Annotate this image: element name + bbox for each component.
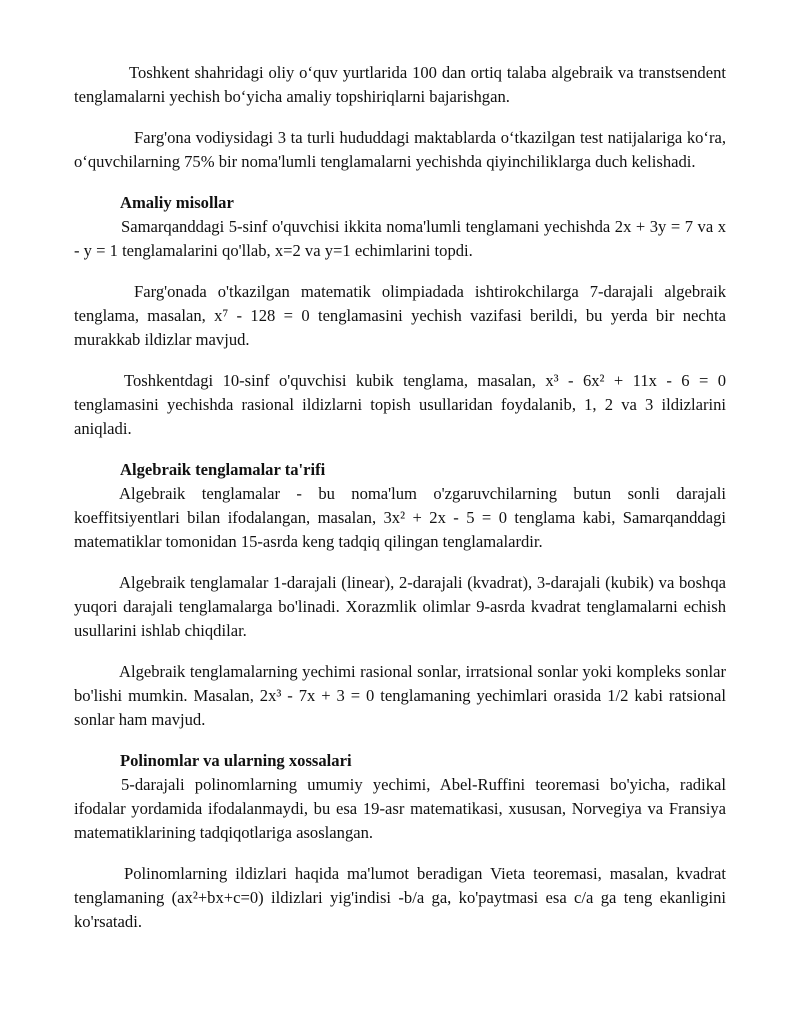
- section-heading: Algebraik tenglamalar ta'rifi: [120, 460, 326, 479]
- section-heading: Amaliy misollar: [120, 193, 234, 212]
- section-paragraph: Toshkentdagi 10-sinf o'quvchisi kubik tenglama, masalan, x³ - 6x² + 11x - 6 = 0 tenglamasini yechishda rasional ildizlarni topish usullaridan foydalanib, 1, 2 va 3 ildizlarini aniqladi.: [74, 371, 726, 438]
- section-polinomlar: [74, 749, 726, 934]
- section-paragraph: Algebraik tenglamalarning yechimi rasional sonlar, irratsional sonlar yoki kompleks sonlar bo'lishi mumkin. Masalan, 2x³ - 7x + 3 = 0 tenglamaning yechimlari orasida 1/2 kabi ratsional sonlar ham mavjud.: [74, 662, 726, 729]
- section-amaliy-misollar: [74, 191, 726, 441]
- section-paragraph: Algebraik tenglamalar - bu noma'lum o'zgaruvchilarning butun sonli darajali koeffitsiyentlari bilan ifodalangan, masalan, 3x² + 2x - 5 = 0 tenglama kabi, Samarqanddagi matematiklar tomonidan 15-asrda keng tadqiq qilingan tenglamalardir.: [74, 484, 726, 551]
- intro-paragraph-2: Farg'ona vodiysidagi 3 ta turli hududdagi maktablarda o‘tkazilgan test natijalariga ko‘ra, o‘quvchilarning 75% bir noma'lumli tenglamalarni yechishda qiyinchiliklarga duch kelishadi.: [74, 128, 726, 171]
- section-paragraph: Farg'onada o'tkazilgan matematik olimpiadada ishtirokchilarga 7-darajali algebraik tenglama, masalan, x⁷ - 128 = 0 tenglamasini yechish vazifasi berildi, bu yerda bir nechta murakkab ildizlar mavjud.: [74, 282, 726, 349]
- section-paragraph: Polinomlarning ildizlari haqida ma'lumot beradigan Vieta teoremasi, masalan, kvadrat tenglamaning (ax²+bx+c=0) ildizlari yig'indisi -b/a ga, ko'paytmasi esa c/a ga teng ekanligini ko'rsatadi.: [74, 864, 726, 931]
- section-paragraph: 5-darajali polinomlarning umumiy yechimi, Abel-Ruffini teoremasi bo'yicha, radikal ifodalar yordamida ifodalanmaydi, bu esa 19-asr matematikasi, xususan, Norvegiya va Fransiya matematiklarining tadqiqotlariga asoslangan.: [74, 775, 726, 842]
- section-paragraph: Samarqanddagi 5-sinf o'quvchisi ikkita noma'lumli tenglamani yechishda 2x + 3y = 7 va x - y = 1 tenglamalarini qo'llab, x=2 va y=1 echimlarini topdi.: [74, 217, 726, 260]
- section-algebraik-tenglamalar-tarifi: [74, 458, 726, 732]
- section-heading: Polinomlar va ularning xossalari: [120, 751, 352, 770]
- intro-paragraph-1: Toshkent shahridagi oliy o‘quv yurtlarida 100 dan ortiq talaba algebraik va transtsendent tenglamalarni yechish bo‘yicha amaliy topshiriqlarni bajarishgan.: [74, 63, 726, 106]
- section-paragraph: Algebraik tenglamalar 1-darajali (linear), 2-darajali (kvadrat), 3-darajali (kubik) va boshqa yuqori darajali tenglamalarga bo'linadi. Xorazmlik olimlar 9-asrda kvadrat tenglamalarni echish usullarini ishlab chiqdilar.: [74, 573, 726, 640]
